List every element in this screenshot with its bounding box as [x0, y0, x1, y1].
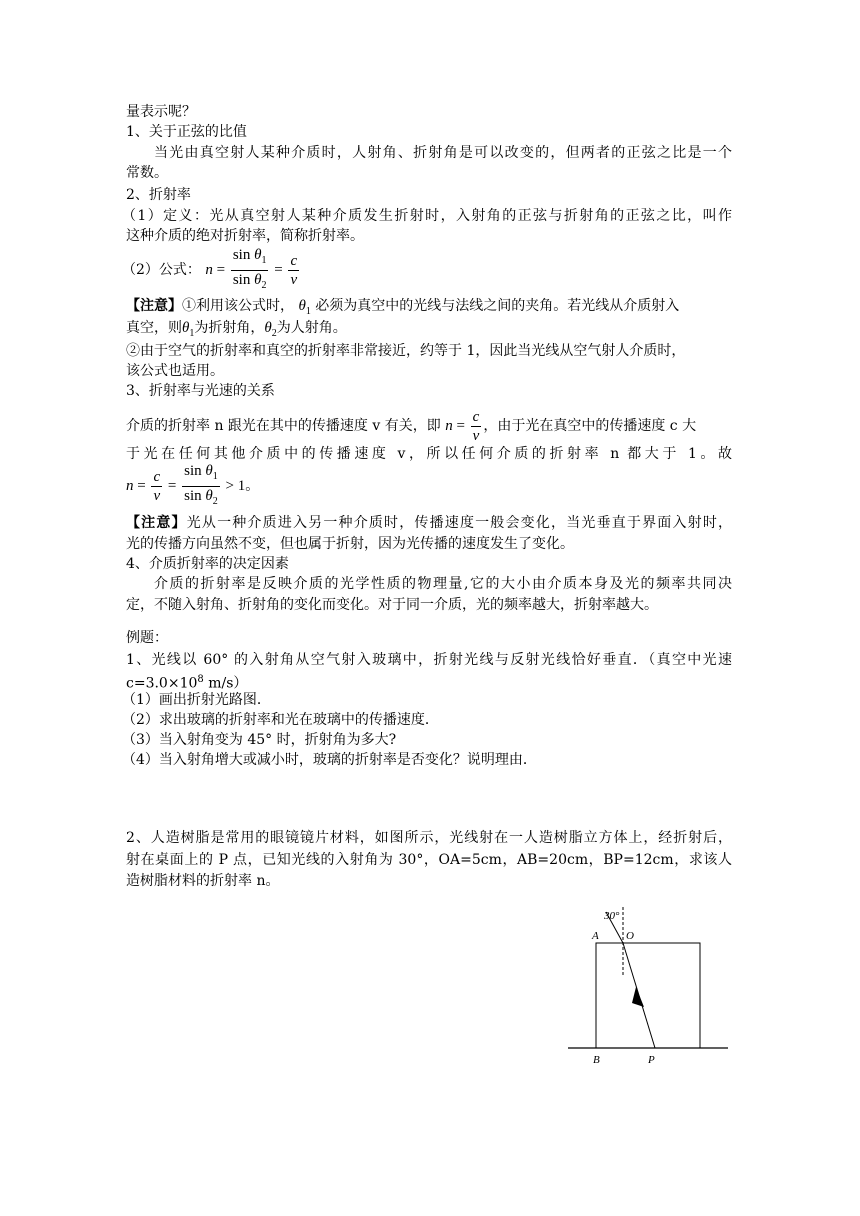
example-1-subquestion: （1）画出折射光路图． — [122, 692, 271, 708]
note-2-line-1: ②由于空气的折射率和真空的折射率非常接近，约等于 1，因此当光线从空气射人介质时， — [126, 343, 686, 359]
point-o-label: O — [626, 930, 634, 942]
section-4-heading: 4、介质折射率的决定因素 — [126, 556, 289, 572]
section-3-heading: 3、折射率与光速的关系 — [126, 383, 275, 399]
intro-text: 量表示呢？ — [126, 104, 196, 120]
example-2-line-3: 造树脂材料的折射率 n。 — [126, 873, 280, 889]
definition-line-1: （1）定义：光从真空射人某种介质发生折射时，入射角的正弦与折射角的正弦之比，叫作 — [122, 208, 732, 224]
section-3-formula: n = $\frac{c}{v}$ = $\frac{\sin \theta_1}{\sin \theta_2}$ > 1。 — [126, 463, 260, 507]
ray-arrow-icon — [632, 987, 644, 1007]
example-1-subquestion: （4）当入射角增大或减小时，玻璃的折射率是否变化？说明理由． — [122, 752, 537, 768]
section-1-para-line-2: 常数。 — [126, 165, 168, 181]
example-2-line-1: 2、人造树脂是常用的眼镜镜片材料，如图所示，光线射在一人造树脂立方体上，经折射后， — [126, 830, 732, 846]
section-3-para-line-2: 于光在任何其他介质中的传播速度 v，所以任何介质的折射率 n 都大于 1。故 — [126, 446, 732, 462]
example-1-line-1: 1、光线以 60° 的入射角从空气射入玻璃中，折射光线与反射光线恰好垂直．（真空中光速 — [126, 652, 732, 668]
section-4-para-line-1: 介质的折射率是反映介质的光学性质的物理量,它的大小由介质本身及光的频率共同决 — [154, 576, 732, 592]
refraction-formula: n = $\frac{\sin \theta_1}{\sin \theta_2}$ = $\frac{c}{v}$ — [205, 247, 298, 291]
section-2-heading: 2、折射率 — [126, 187, 191, 203]
formula-label: （2）公式： — [122, 261, 201, 278]
resin-cube — [596, 943, 700, 1048]
section-1-para-line-1: 当光由真空射人某种介质时，人射角、折射角是可以改变的，但两者的正弦之比是一个 — [154, 145, 732, 161]
note-1-line-2: 真空，则$\theta_1$为折射角，$\theta_2$为人射角。 — [126, 320, 347, 339]
point-b-label: B — [593, 1054, 600, 1066]
example-1-line-2: $c=3.0\times 10^8$ m/s） — [126, 674, 248, 692]
example-1-subquestion: （3）当入射角变为 45° 时，折射角为多大? — [122, 732, 397, 748]
note-2-line-2: 该公式也适用。 — [126, 363, 224, 379]
section-3-para-line-1: 介质的折射率 n 跟光在其中的传播速度 v 有关，即 n = $\frac{c}{v}$ ，由于光在真空中的传播速度 c 大 — [126, 409, 697, 445]
point-a-label: A — [592, 930, 599, 942]
section-4-para-line-2: 定，不随入射角、折射角的变化而变化。对于同一介质，光的频率越大，折射率越大。 — [126, 597, 658, 613]
point-p-label: P — [648, 1054, 655, 1066]
note-tag: 【注意】 — [126, 298, 182, 314]
section-1-heading: 1、关于正弦的比值 — [126, 124, 247, 140]
angle-label: 30° — [604, 910, 620, 922]
examples-heading: 例题： — [126, 630, 168, 646]
definition-line-2: 这种介质的绝对折射率，简称折射率。 — [126, 228, 364, 244]
note-1-line-1: 【注意】①利用该公式时， $\theta_1$ 必须为真空中的光线与法线之间的夹角。若光线从介质射入 — [126, 298, 680, 317]
refraction-figure — [560, 895, 740, 1075]
formula-line — [122, 246, 301, 295]
example-1-subquestion: （2）求出玻璃的折射率和光在玻璃中的传播速度． — [122, 712, 439, 728]
section-3-note-line-2: 光的传播方向虽然不变，但也属于折射，因为光传播的速度发生了变化。 — [126, 536, 574, 552]
example-2-line-2: 射在桌面上的 P 点，已知光线的入射角为 30°，OA=5cm，AB=20cm，BP=12cm，求该人 — [126, 852, 732, 868]
section-3-note-line-1: 【注意】光从一种介质进入另一种介质时，传播速度一般会变化，当光垂直于界面入射时， — [126, 515, 732, 531]
